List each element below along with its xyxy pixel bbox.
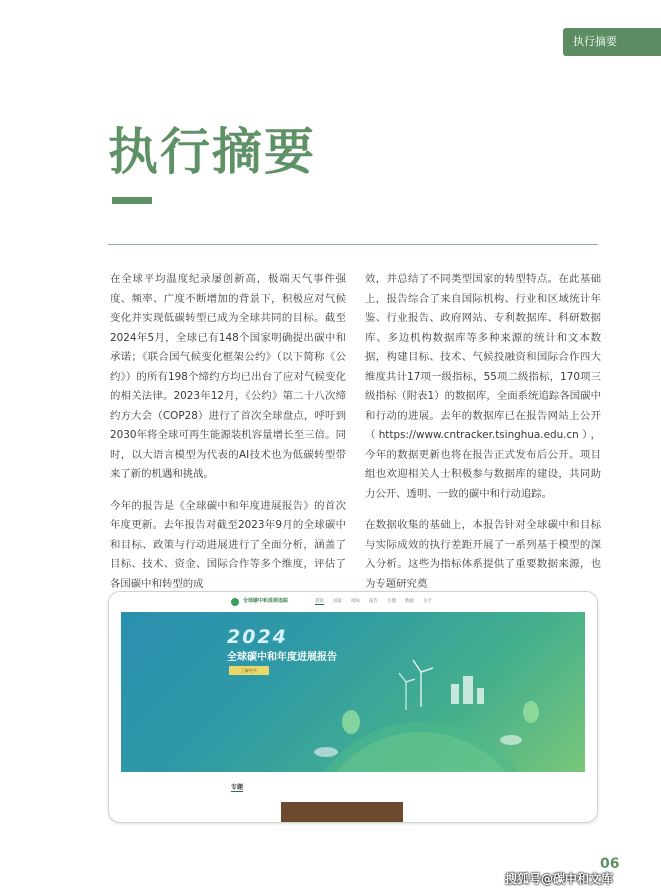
mock-thumbnail-image xyxy=(281,802,403,822)
hero-learn-more-button: 了解更多 xyxy=(229,666,269,675)
building-shape xyxy=(477,688,484,704)
building-shape xyxy=(451,684,459,704)
watermark-text: 搜狐号@碳中和文库 xyxy=(505,872,614,886)
page-number: 06 xyxy=(600,856,620,872)
left-text-column xyxy=(110,270,346,606)
tree-shape xyxy=(342,710,360,734)
wind-turbine-blade xyxy=(421,668,433,672)
paragraph: 在全球平均温度纪录屡创新高，极端天气事件强度、频率、广度不断增加的背景下，积极应对气候变化并实现低碳转型已成为全球共同的目标。截至2024年5月，全球已有148个国家明确提出碳中和承诺；《联合国气候变化框架公约》（以下简称《公约》）的所有198个缔约方均已出台了应对气候变化的相关法律。2023年12月，《公约》第二十八次缔约方大会（COP28）进行了首次全球盘点，呼吁到2030年将全球可再生能源装机容量增长至三倍。同时，以大语言模型为代表的AI技术也为低碳转型带来了新的机遇和挑战。 xyxy=(110,273,346,480)
page-title: 执行摘要 xyxy=(108,123,316,181)
mock-nav-link: 专题 xyxy=(387,599,396,604)
mock-nav-link: 数据 xyxy=(405,599,414,604)
paragraph: 效，并总结了不同类型国家的转型特点。在此基础上，报告综合了来自国际机构、行业和区域统计年鉴、行业报告、政府网站、专利数据库、科研数据库、多边机构数据库等多种来源的统计和文本数据，构建目标、技术、气候投融资和国际合作四大维度共计17项一级指标，55项二级指标，170项三级指标（附表1）的数据库，全面系统追踪各国碳中和行动的进展。去年的数据库已在报告网站上公开（https://www.cntracker.tsinghua.edu.cn），今年的数据更新也将在报告正式发布后公开。项目组也欢迎相关人士积极参与数据库的建设，共同助力公开、透明、一致的碳中和行动追踪。 xyxy=(365,273,601,500)
building-shape xyxy=(463,676,473,704)
website-screenshot xyxy=(108,591,598,823)
wind-turbine-blade xyxy=(406,679,415,682)
mock-nav-link: 关于 xyxy=(423,599,432,604)
mock-navbar xyxy=(109,592,597,612)
site-logo-text: 全球碳中和进展追踪 xyxy=(243,598,289,604)
globe-illustration xyxy=(121,612,585,772)
mock-nav-link: 报告 xyxy=(369,599,378,604)
mock-nav-link: 指标 xyxy=(351,599,360,604)
section-tab-badge: 执行摘要 xyxy=(563,28,661,56)
hero-report-title: 全球碳中和年度进展报告 xyxy=(227,652,337,663)
title-accent-bar xyxy=(112,197,152,204)
mock-hero-banner xyxy=(121,612,585,772)
mock-section-underline xyxy=(231,791,243,792)
mock-section-title: 专题 xyxy=(231,784,244,791)
mock-nav-links xyxy=(315,598,432,605)
wind-turbine-blade xyxy=(413,660,421,672)
site-logo-icon xyxy=(231,598,239,606)
section-divider xyxy=(108,244,598,245)
right-text-column xyxy=(365,270,601,606)
hero-year: 2024 xyxy=(227,626,288,648)
mock-nav-link: 首页 xyxy=(315,599,324,604)
wind-turbine-blade xyxy=(399,673,406,682)
paragraph: 在数据收集的基础上，本报告针对全球碳中和目标与实际成效的执行差距开展了一系列基于模型的深入分析。这些为指标体系提供了重要数据来源，也为专题研究奠 xyxy=(365,519,601,590)
car-shape xyxy=(314,747,338,757)
paragraph: 今年的报告是《全球碳中和年度进展报告》的首次年度更新。去年报告对截至2023年9月的全球碳中和目标、政策与行动进展进行了全面分析，涵盖了目标、技术、资金、国际合作等多个维度，评估了各国碳中和转型的成 xyxy=(110,499,346,590)
mock-nav-link: 国家 xyxy=(333,599,342,604)
car-shape xyxy=(500,735,522,745)
tree-shape xyxy=(523,701,539,723)
